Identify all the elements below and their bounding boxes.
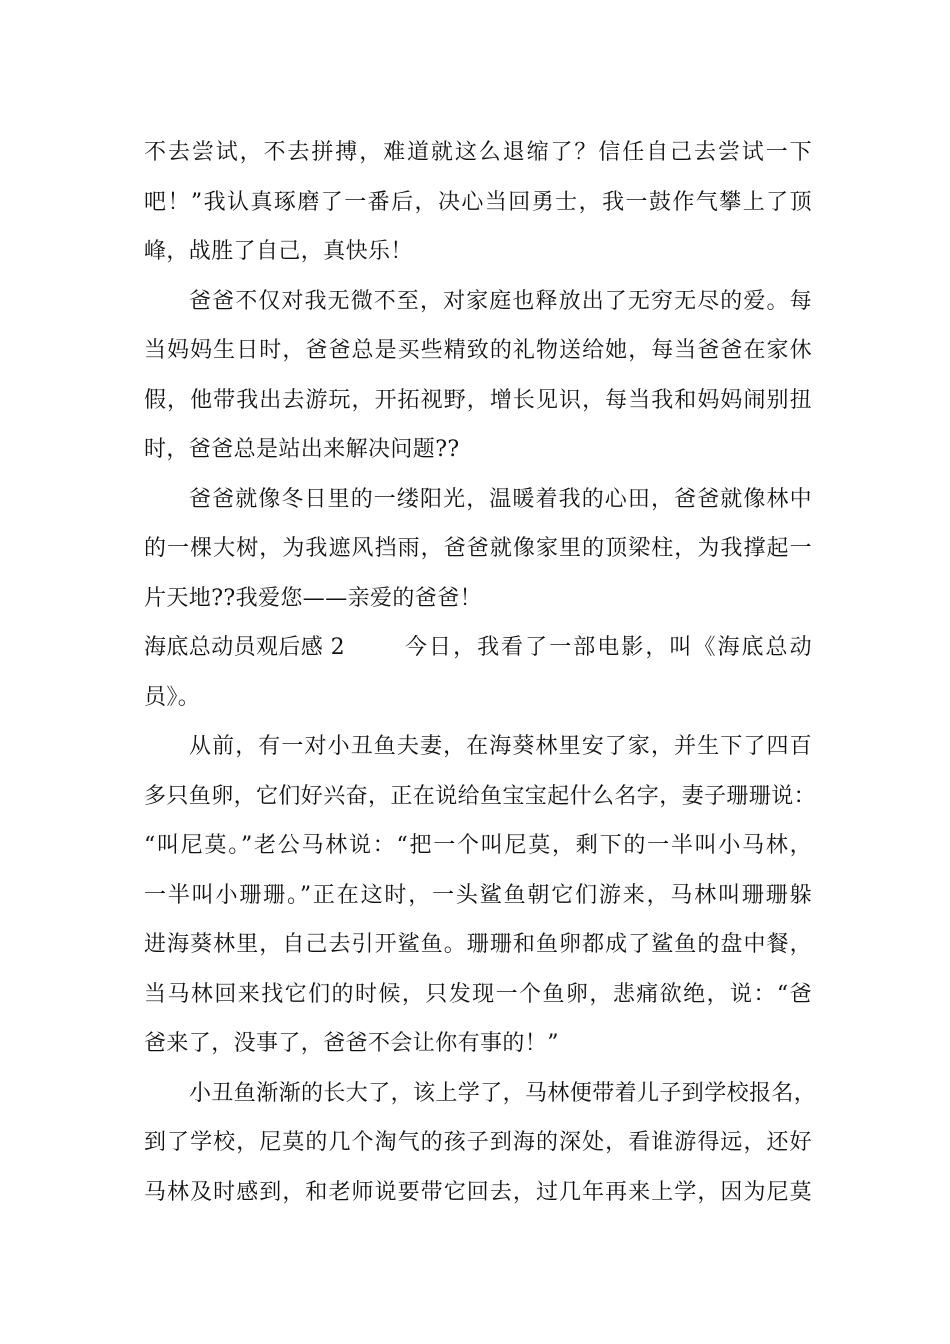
text-line: 当马林回来找它们的时候，只发现一个鱼卵，悲痛欲绝，说：“爸 xyxy=(144,981,812,1007)
text-line: 片天地??我爱您——亲爱的爸爸！ xyxy=(144,585,482,611)
text-line: 当妈妈生日时，爸爸总是买些精致的礼物送给她，每当爸爸在家休 xyxy=(144,338,812,363)
text-line: 峰，战胜了自己，真快乐！ xyxy=(144,239,413,264)
text-line: 从前，有一对小丑鱼夫妻，在海葵林里安了家，并生下了四百 xyxy=(189,734,812,759)
text-line: 的一棵大树，为我遮风挡雨，爸爸就像家里的顶梁柱，为我撑起一 xyxy=(144,536,812,561)
text-line: 吧！”我认真琢磨了一番后，决心当回勇士，我一鼓作气攀上了顶 xyxy=(144,189,812,215)
section-title-line xyxy=(144,623,812,673)
text-line: 时，爸爸总是站出来解决问题?? xyxy=(144,437,460,462)
text-line: 今日，我看了一部电影，叫《海底总动 xyxy=(405,635,812,660)
text-line: 爸爸不仅对我无微不至，对家庭也释放出了无穷无尽的爱。每 xyxy=(189,288,812,314)
text-line: 马林及时感到，和老师说要带它回去，过几年再来上学，因为尼莫 xyxy=(144,1179,812,1205)
text-line: 进海葵林里，自己去引开鲨鱼。珊珊和鱼卵都成了鲨鱼的盘中餐， xyxy=(144,932,812,957)
section-title: 海底总动员观后感 2 xyxy=(144,635,345,660)
text-line: 爸来了，没事了，爸爸不会让你有事的！” xyxy=(144,1031,559,1056)
text-line: 到了学校，尼莫的几个淘气的孩子到海的深处，看谁游得远，还好 xyxy=(144,1130,812,1155)
text-line: 假，他带我出去游玩，开拓视野，增长见识，每当我和妈妈闹别扭 xyxy=(144,387,812,413)
text-line: 多只鱼卵，它们好兴奋，正在说给鱼宝宝起什么名字，妻子珊珊说： xyxy=(144,783,817,809)
text-line: “叫尼莫。”老公马林说：“把一个叫尼莫，剩下的一半叫小马林， xyxy=(144,833,812,858)
text-line: 一半叫小珊珊。”正在这时，一头鲨鱼朝它们游来，马林叫珊珊躲 xyxy=(144,882,812,908)
text-line: 员》。 xyxy=(144,684,201,710)
text-line: 小丑鱼渐渐的长大了，该上学了，马林便带着儿子到学校报名， xyxy=(189,1080,817,1106)
document-body xyxy=(144,128,817,1217)
text-line: 不去尝试，不去拼搏，难道就这么退缩了？信任自己去尝试一下 xyxy=(144,140,812,165)
text-line: 爸爸就像冬日里的一缕阳光，温暖着我的心田，爸爸就像林中 xyxy=(189,486,812,512)
